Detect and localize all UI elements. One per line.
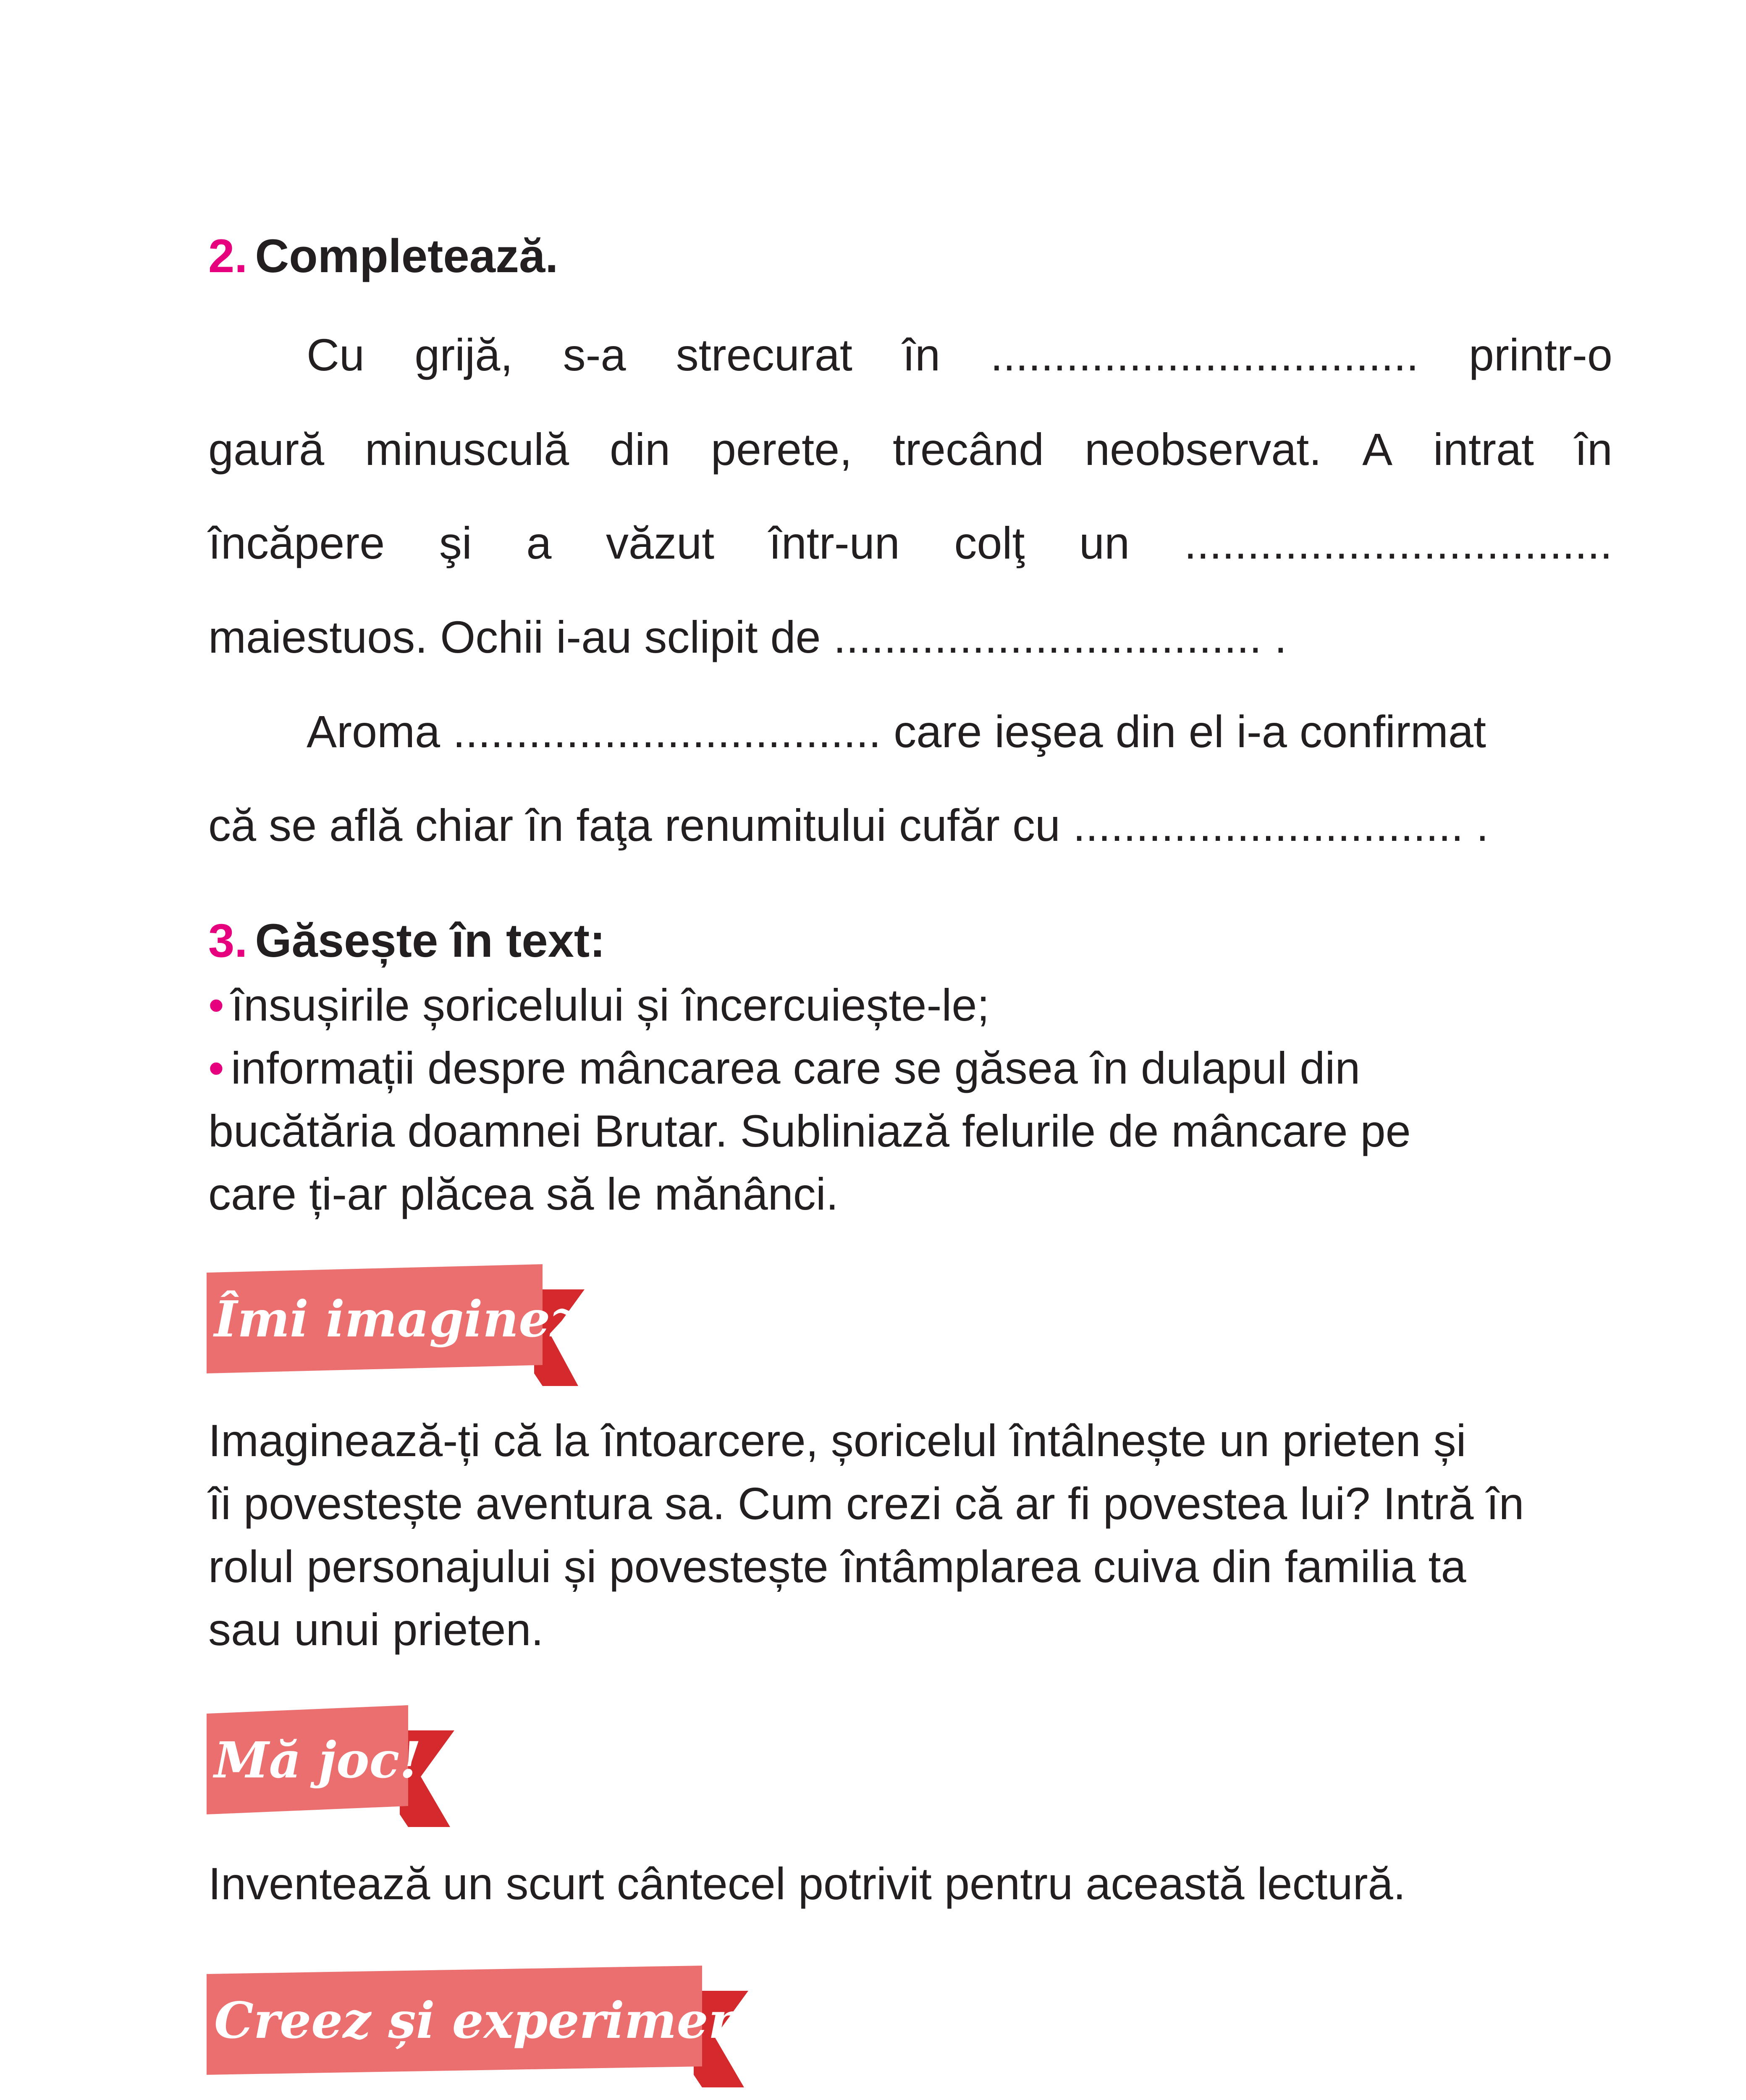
fill-line-2 <box>208 422 1612 477</box>
paragraph-line: Imaginează-ți că la întoarcere, șoricelul întâlnește un prieten și <box>208 1415 1466 1466</box>
bullet-text-continued: bucătăria doamnei Brutar. Subliniază felurile de mâncare pe <box>208 1105 1411 1156</box>
ribbon-ma-joc <box>207 1705 459 1814</box>
ribbon-label: Creez și experimentez! <box>214 1991 849 2050</box>
fill-line-1 <box>307 328 1612 382</box>
exercise-3-title: Găsește în text: <box>255 914 606 967</box>
bullet-text-continued: care ți-ar plăcea să le mănânci. <box>208 1168 839 1219</box>
paragraph-line: rolul personajului și povestește întâmplarea cuiva din familia ta <box>208 1541 1466 1592</box>
joc-paragraph <box>208 1852 1628 1915</box>
paragraph-line: îi povestește aventura sa. Cum crezi că ar fi povestea lui? Intră în <box>208 1478 1524 1529</box>
word: strecurat <box>676 329 852 380</box>
bullet-item <box>208 1037 1628 1100</box>
exercise-2-title: Completează. <box>255 230 558 282</box>
bullet-text: însușirile șoricelului și încercuiește-le; <box>231 979 990 1030</box>
fill-line-4[interactable]: maiestuos. Ochii i-au sclipit de .................................. . <box>208 612 1287 662</box>
ribbon-label: Mă joc! <box>214 1730 422 1789</box>
word: minusculă <box>365 424 569 475</box>
blank-1[interactable]: .................................. <box>990 329 1419 380</box>
paragraph-line: sau unui prieten. <box>208 1604 544 1655</box>
word: neobservat. <box>1084 424 1322 475</box>
word: şi <box>439 517 472 568</box>
blank-2[interactable]: .................................. <box>1184 517 1612 568</box>
paragraph-line: Inventează un scurt cântecel potrivit pentru această lectură. <box>208 1858 1406 1909</box>
word: într-un <box>768 517 900 568</box>
exercise-2-heading <box>208 229 558 284</box>
word: în <box>1574 424 1612 475</box>
word: un <box>1079 517 1130 568</box>
word: gaură <box>208 424 325 475</box>
imagine-paragraph <box>208 1409 1628 1661</box>
word: s-a <box>563 329 626 380</box>
bullet-icon: • <box>208 979 224 1030</box>
word: A <box>1362 424 1393 475</box>
bullet-text: informații despre mâncarea care se găsea în dulapul din <box>231 1042 1361 1093</box>
bullet-icon: • <box>208 1042 224 1093</box>
word: printr-o <box>1468 329 1612 380</box>
word: în <box>902 329 941 380</box>
word: trecând <box>892 424 1044 475</box>
word: colţ <box>954 517 1025 568</box>
word: Cu <box>307 329 365 380</box>
word: a <box>526 517 552 568</box>
word: grijă, <box>414 329 513 380</box>
fill-line-3 <box>208 516 1612 570</box>
word: intrat <box>1433 424 1534 475</box>
word: din <box>610 424 671 475</box>
exercise-3-number: 3. <box>208 914 248 967</box>
exercise-3-bullets <box>208 974 1628 1226</box>
word: perete, <box>710 424 852 475</box>
word: încăpere <box>208 517 385 568</box>
word: văzut <box>606 517 715 568</box>
exercise-2-number: 2. <box>208 230 248 282</box>
exercise-3-heading <box>208 914 606 968</box>
fill-line-6[interactable]: că se află chiar în faţa renumitului cufăr cu ............................... . <box>208 800 1489 850</box>
fill-line-5[interactable]: Aroma .................................. care ieşea din el i-a confirmat <box>307 706 1486 757</box>
ribbon-imi-imaginez <box>207 1264 600 1373</box>
ribbon-creez-si-experimentez <box>207 1966 849 2075</box>
bullet-item <box>208 974 1628 1037</box>
ribbon-label: Îmi imaginez! <box>214 1289 600 1348</box>
